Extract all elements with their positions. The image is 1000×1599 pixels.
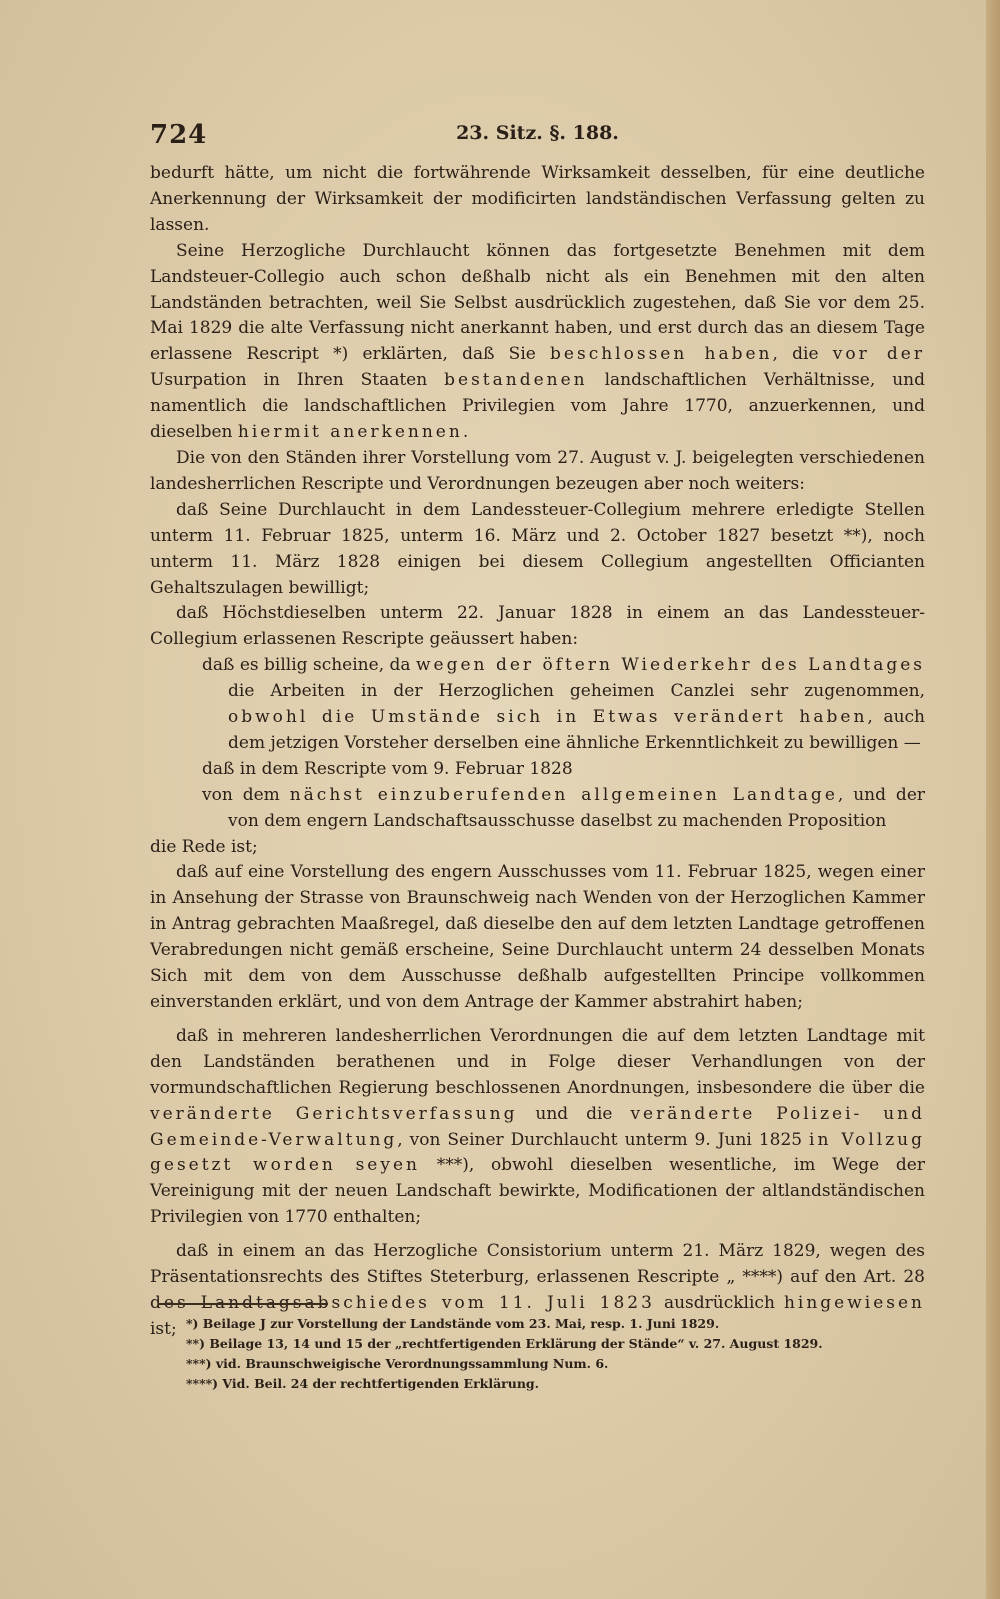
spaced-emphasis: hingewiesen	[783, 1292, 925, 1313]
paragraph-gap	[150, 1231, 925, 1239]
body-text	[150, 161, 925, 1343]
spaced-emphasis: veränderte Gerichtsverfassung	[150, 1103, 518, 1124]
paragraph: daß Höchstdieselben unterm 22. Januar 1828 in einem an das Landessteuer-Collegium erlassenen Rescripte geäussert haben:	[150, 603, 925, 650]
footnotes	[150, 1314, 925, 1394]
paragraph: die Rede ist;	[150, 836, 258, 857]
page-number: 724	[150, 120, 208, 150]
quoted-paragraph: von dem nächst einzuberufenden allgemeinen Landtage, und der von dem engern Landschaftsausschusse daselbst zu machenden Proposition	[202, 784, 926, 831]
spaced-emphasis: in Vollzug gesetzt worden seyen	[150, 1129, 925, 1176]
spaced-emphasis: bestandenen	[444, 370, 588, 391]
spaced-emphasis: beschlossen haben	[550, 344, 773, 365]
paragraph: daß Seine Durchlaucht in dem Landessteuer-Collegium mehrere erledigte Stellen unterm 11. Februar 1825, unterm 16. März und 2. October 1827 besetzt **), noch unterm 11. März 1828 einigen bei diesem Collegium angestellten Officianten Gehaltszulagen bewilligt;	[150, 499, 925, 598]
page-edge	[986, 0, 1000, 1599]
spaced-emphasis: obwohl die Umstände sich in Etwas verändert haben	[228, 707, 868, 728]
paragraph: daß in mehreren landesherrlichen Verordnungen die auf dem letzten Landtage mit den Landständen berathenen und in Folge dieser Verhandlungen von der vormundschaftlichen Regierung beschlossenen Anordnungen, insbesondere die über die veränderte Gerichtsverfassung und die veränderte Polizei- und Gemeinde-Verwaltung, von Seiner Durchlaucht unterm 9. Juni 1825 in Vollzug gesetzt worden seyen ***), obwohl dieselben wesentliche, im Wege der Vereinigung mit der neuen Landschaft bewirkte, Modificationen der altlandständischen Privilegien von 1770 enthalten;	[150, 1025, 925, 1228]
footnote: ***) vid. Braunschweigische Verordnungssammlung Num. 6.	[186, 1356, 609, 1371]
page-header	[150, 120, 925, 154]
spaced-emphasis: veränderte Polizei- und Gemeinde-Verwaltung	[150, 1103, 925, 1150]
footnote: ****) Vid. Beil. 24 der rechtfertigenden Erklärung.	[186, 1376, 540, 1391]
footnote: *) Beilage J zur Vorstellung der Landstände vom 23. Mai, resp. 1. Juni 1829.	[186, 1316, 720, 1331]
paragraph: Seine Herzogliche Durchlaucht können das fortgesetzte Benehmen mit dem Landsteuer-Collegio auch schon deßhalb nicht als ein Benehmen mit den alten Landständen betrachten, weil Sie Selbst ausdrücklich zugestehen, daß Sie vor dem 25. Mai 1829 die alte Verfassung nicht anerkannt haben, und erst durch das an diesem Tage erlassene Rescript *) erklärten, daß Sie beschlossen haben, die vor der Usurpation in Ihren Staaten bestandenen landschaftlichen Verhältnisse, und namentlich die landschaftlichen Privilegien vom Jahre 1770, anzuerkennen, und dieselben hiermit anerkennen.	[150, 240, 925, 443]
quoted-paragraph: daß es billig scheine, da wegen der öftern Wiederkehr des Landtages die Arbeiten in der Herzoglichen geheimen Canzlei sehr zugenommen, obwohl die Umstände sich in Etwas verändert haben, auch dem jetzigen Vorsteher derselben eine ähnliche Erkenntlichkeit zu bewilligen —	[202, 655, 925, 753]
spaced-emphasis: vor der	[832, 344, 925, 365]
running-head: 23. Sitz. §. 188.	[456, 122, 619, 144]
paragraph: daß in dem Rescripte vom 9. Februar 1828	[202, 758, 573, 779]
spaced-emphasis: wegen der öftern Wiederkehr des Landtages	[416, 655, 925, 676]
paragraph: daß in einem an das Herzogliche Consistorium unterm 21. März 1829, wegen des Präsentationsrechts des Stiftes Steterburg, erlassenen Rescripte „ ****) auf den Art. 28 des Landtagsabschiedes vom 11. Juli 1823 ausdrücklich hingewiesen ist;	[150, 1241, 925, 1339]
footnote: **) Beilage 13, 14 und 15 der „rechtfertigenden Erklärung der Stände“ v. 27. August 1829.	[186, 1336, 823, 1351]
paragraph: Die von den Ständen ihrer Vorstellung vom 27. August v. J. beigelegten verschiedenen landesherrlichen Rescripte und Verordnungen bezeugen aber noch weiters:	[150, 447, 925, 494]
paragraph-gap	[150, 1016, 925, 1024]
spaced-emphasis: nächst einzuberufenden allgemeinen Landtage	[289, 784, 838, 805]
paragraph: bedurft hätte, um nicht die fortwährende Wirksamkeit desselben, für eine deutliche Anerkennung der Wirksamkeit der modificirten landständischen Verfassung gelten zu lassen.	[150, 163, 925, 235]
paragraph: daß auf eine Vorstellung des engern Ausschusses vom 11. Februar 1825, wegen einer in Ansehung der Strasse von Braunschweig nach Wenden von der Herzoglichen Kammer in Antrag gebrachten Maaßregel, daß dieselbe den auf dem letzten Landtage getroffenen Verabredungen nicht gemäß erscheine, Seine Durchlaucht unterm 24 desselben Monats Sich mit dem von dem Ausschusse deßhalb aufgestellten Principe vollkommen einverstanden erklärt, und von dem Antrage der Kammer abstrahirt haben;	[150, 862, 925, 1012]
spaced-emphasis: hiermit anerkennen	[237, 422, 463, 443]
spaced-emphasis: des Landtagsabschiedes vom 11. Juli 1823	[150, 1292, 655, 1313]
footnote-rule	[158, 1303, 328, 1305]
